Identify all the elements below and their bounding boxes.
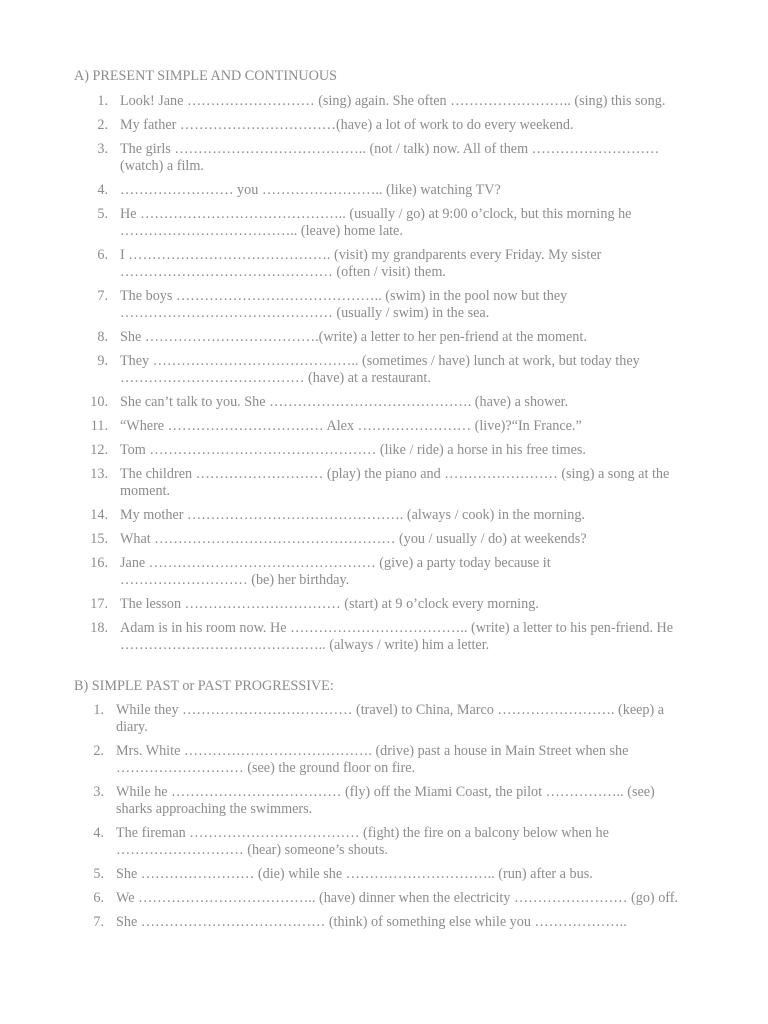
section-a-title: A) PRESENT SIMPLE AND CONTINUOUS xyxy=(74,68,338,84)
section-a-exercise-list xyxy=(80,93,680,661)
section-b-title: B) SIMPLE PAST or PAST PROGRESSIVE: xyxy=(74,678,334,694)
exercise-item xyxy=(80,206,680,240)
exercise-sentence: What …………………………………………… (you / usually / do) at weekends? xyxy=(120,531,587,547)
exercise-number: 18. xyxy=(90,620,108,636)
exercise-item xyxy=(80,353,680,387)
exercise-number: 6. xyxy=(93,890,104,906)
exercise-item xyxy=(80,442,680,459)
exercise-sentence: My father ……………………………(have) a lot of work to do every weekend. xyxy=(120,117,574,133)
exercise-sentence: She …………………… (die) while she ………………………….. (run) after a bus. xyxy=(116,866,593,882)
exercise-sentence: The lesson …………………………… (start) at 9 o’clock every morning. xyxy=(120,596,539,612)
exercise-sentence: He …………………………………….. (usually / go) at 9:00 o’clock, but this morning he ……………………………….. (leave) home late. xyxy=(120,206,632,239)
exercise-number: 10. xyxy=(90,394,108,410)
exercise-number: 7. xyxy=(93,914,104,930)
exercise-sentence: Adam is in his room now. He ……………………………….. (write) a letter to his pen-friend. He …………………………………….. (always / write) him a letter. xyxy=(120,620,674,653)
exercise-item xyxy=(80,702,680,736)
exercise-sentence: Mrs. White …………………………………. (drive) past a house in Main Street when she ……………………… (see) the ground floor on fire. xyxy=(116,743,629,776)
exercise-number: 3. xyxy=(97,141,108,157)
exercise-sentence: They …………………………………….. (sometimes / have) lunch at work, but today they ………………………………… (have) at a restaurant. xyxy=(120,353,640,386)
exercise-number: 7. xyxy=(97,288,108,304)
exercise-item xyxy=(80,555,680,589)
exercise-sentence: “Where …………………………… Alex …………………… (live)?“In France.” xyxy=(120,418,582,434)
exercise-number: 17. xyxy=(90,596,108,612)
exercise-item xyxy=(80,784,680,818)
exercise-item xyxy=(80,531,680,548)
exercise-number: 1. xyxy=(93,702,104,718)
exercise-item xyxy=(80,394,680,411)
exercise-item xyxy=(80,866,680,883)
exercise-item xyxy=(80,288,680,322)
exercise-sentence: Look! Jane ……………………… (sing) again. She often …………………….. (sing) this song. xyxy=(120,93,666,109)
exercise-item xyxy=(80,418,680,435)
exercise-item xyxy=(80,93,680,110)
exercise-item xyxy=(80,914,680,931)
exercise-number: 14. xyxy=(90,507,108,523)
exercise-item xyxy=(80,329,680,346)
exercise-sentence: The children ……………………… (play) the piano and …………………… (sing) a song at the moment. xyxy=(120,466,670,499)
exercise-sentence: She ……………………………….(write) a letter to her pen-friend at the moment. xyxy=(120,329,587,345)
exercise-sentence: Jane ………………………………………… (give) a party today because it ……………………… (be) her birthday. xyxy=(120,555,551,588)
exercise-sentence: I ……………………………………. (visit) my grandparents every Friday. My sister ……………………………………… (often / visit) them. xyxy=(120,247,602,280)
exercise-item xyxy=(80,247,680,281)
exercise-number: 5. xyxy=(93,866,104,882)
exercise-item xyxy=(80,890,680,907)
exercise-item xyxy=(80,620,680,654)
exercise-number: 11. xyxy=(90,418,108,434)
exercise-number: 6. xyxy=(97,247,108,263)
exercise-sentence: We ……………………………….. (have) dinner when the electricity …………………… (go) off. xyxy=(116,890,679,906)
exercise-number: 8. xyxy=(97,329,108,345)
exercise-sentence: The girls ………………………………….. (not / talk) now. All of them ……………………… (watch) a film. xyxy=(120,141,660,174)
exercise-item xyxy=(80,825,680,859)
exercise-item xyxy=(80,507,680,524)
exercise-sentence: My mother ………………………………………. (always / cook) in the morning. xyxy=(120,507,585,523)
exercise-sentence: The fireman ……………………………… (fight) the fire on a balcony below when he ……………………… (hear) someone’s shouts. xyxy=(116,825,609,858)
exercise-item xyxy=(80,117,680,134)
exercise-sentence: While he ……………………………… (fly) off the Miami Coast, the pilot …………….. (see) sharks approaching the swimmers. xyxy=(116,784,655,817)
section-b-exercise-list xyxy=(80,702,680,938)
exercise-number: 2. xyxy=(93,743,104,759)
exercise-number: 9. xyxy=(97,353,108,369)
exercise-item xyxy=(80,466,680,500)
exercise-number: 15. xyxy=(90,531,108,547)
exercise-sentence: She ………………………………… (think) of something else while you ……………….. xyxy=(116,914,627,930)
exercise-number: 2. xyxy=(97,117,108,133)
exercise-item xyxy=(80,141,680,175)
exercise-sentence: While they ……………………………… (travel) to China, Marco ……………………. (keep) a diary. xyxy=(116,702,665,735)
exercise-number: 5. xyxy=(97,206,108,222)
exercise-item xyxy=(80,743,680,777)
exercise-number: 16. xyxy=(90,555,108,571)
exercise-number: 12. xyxy=(90,442,108,458)
exercise-sentence: …………………… you …………………….. (like) watching TV? xyxy=(120,182,501,198)
exercise-number: 3. xyxy=(93,784,104,800)
exercise-sentence: Tom ………………………………………… (like / ride) a horse in his free times. xyxy=(120,442,586,458)
exercise-number: 13. xyxy=(90,466,108,482)
exercise-number: 4. xyxy=(97,182,108,198)
exercise-item xyxy=(80,182,680,199)
exercise-number: 4. xyxy=(93,825,104,841)
exercise-number: 1. xyxy=(97,93,108,109)
exercise-item xyxy=(80,596,680,613)
exercise-sentence: The boys …………………………………….. (swim) in the pool now but they ……………………………………… (usually / swim) in the sea. xyxy=(120,288,568,321)
exercise-sentence: She can’t talk to you. She ……………………………………. (have) a shower. xyxy=(120,394,569,410)
